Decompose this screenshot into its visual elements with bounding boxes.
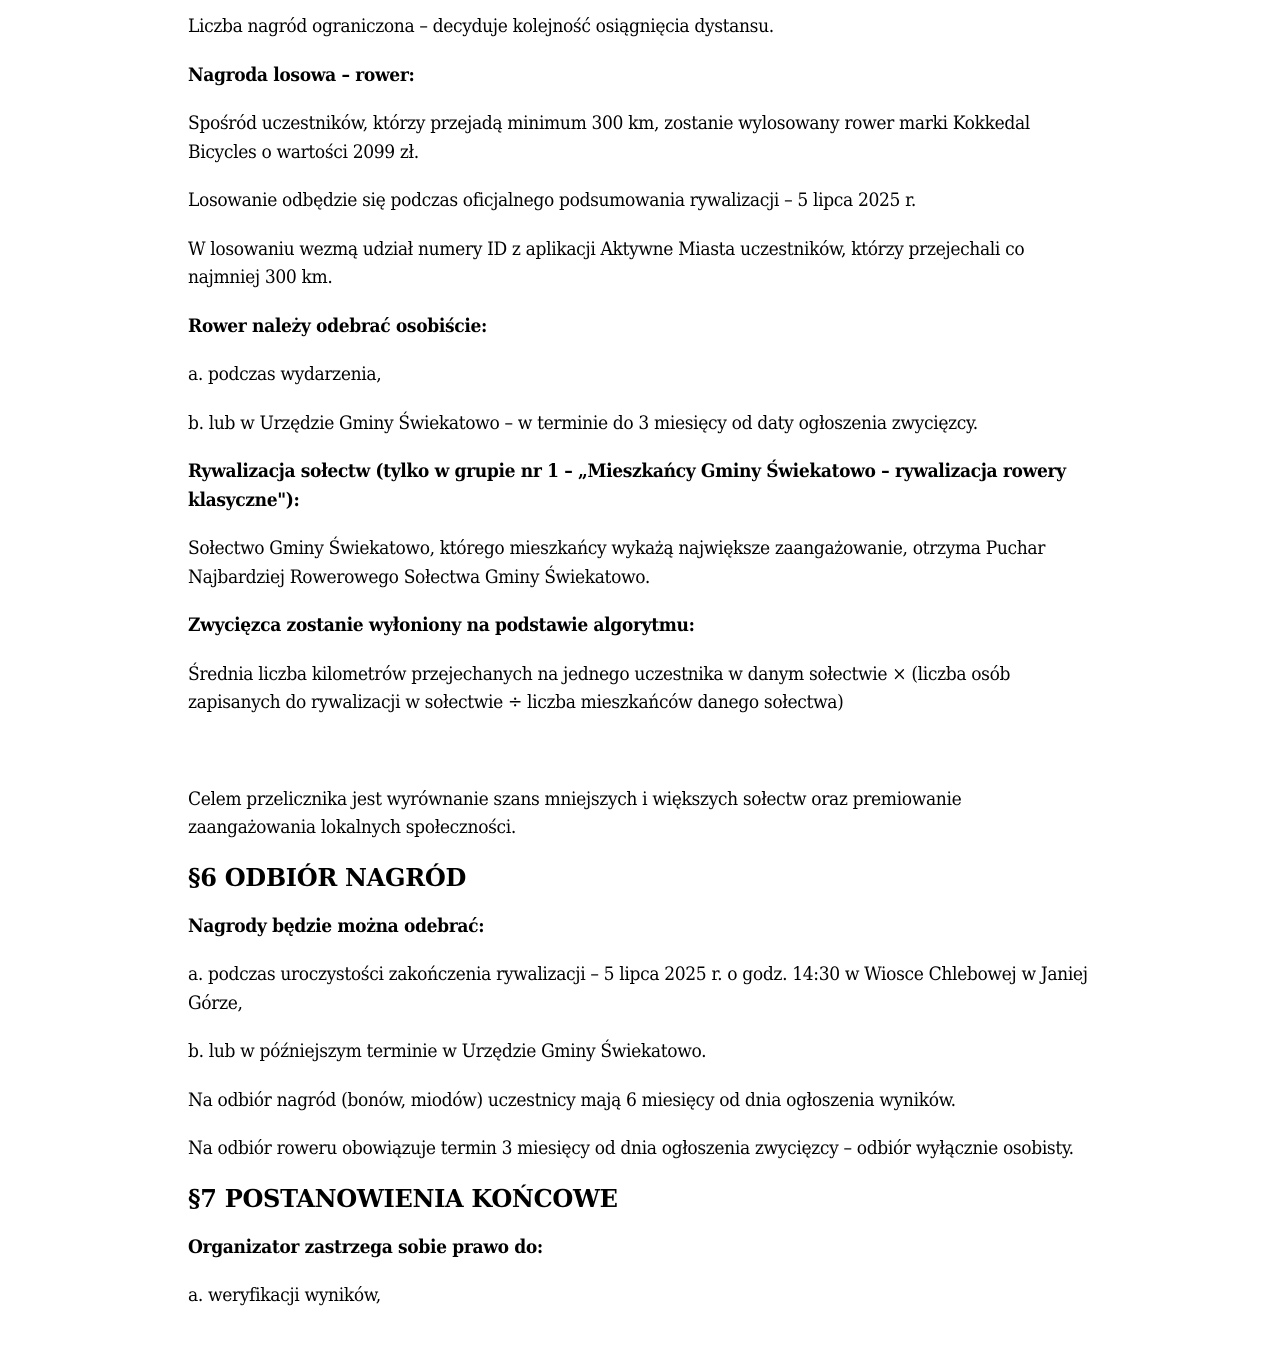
paragraph: W losowaniu wezmą udział numery ID z aplikacji Aktywne Miasta uczestników, którzy przejechali co najmniej 300 km. [188,237,1025,288]
list-item: a. weryfikacji wyników, [188,1284,381,1306]
subheading-random-prize: Nagroda losowa – rower: [188,63,415,86]
section-heading: §6 ODBIÓR NAGRÓD [188,862,466,892]
paragraph: Na odbiór roweru obowiązuje termin 3 miesięcy od dnia ogłoszenia zwycięzcy – odbiór wyłącznie osobisty. [188,1137,1074,1159]
paragraph: Losowanie odbędzie się podczas oficjalnego podsumowania rywalizacji – 5 lipca 2025 r. [188,189,916,211]
blank-line [188,737,1088,785]
list-item: b. lub w późniejszym terminie w Urzędzie Gminy Świekatowo. [188,1040,707,1062]
paragraph: Na odbiór nagród (bonów, miodów) uczestnicy mają 6 miesięcy od dnia ogłoszenia wyników. [188,1088,956,1111]
paragraph: Spośród uczestników, którzy przejadą minimum 300 km, zostanie wylosowany rower marki Kokkedal Bicycles o wartości 2099 zł. [188,112,1030,163]
subheading-organizer-rights: Organizator zastrzega sobie prawo do: [188,1235,543,1258]
subheading-village-rivalry: Rywalizacja sołectw (tylko w grupie nr 1 – „Mieszkańcy Gminy Świekatowo – rywalizacja rowery klasyczne"): [188,460,1066,511]
section-heading: §7 POSTANOWIENIA KOŃCOWE [188,1183,618,1213]
prizes-section [188,12,1088,842]
section-7 [188,1183,1088,1310]
paragraph: Liczba nagród ograniczona – decyduje kolejność osiągnięcia dystansu. [188,15,774,37]
list-item: a. podczas wydarzenia, [188,363,382,385]
subheading-pickup: Nagrody będzie można odebrać: [188,914,485,937]
section-6 [188,862,1088,1163]
subheading-bike-pickup: Rower należy odebrać osobiście: [188,314,487,337]
paragraph: Celem przelicznika jest wyrównanie szans mniejszych i większych sołectw oraz premiowanie zaangażowania lokalnych społeczności. [188,787,962,838]
paragraph: Sołectwo Gminy Świekatowo, którego mieszkańcy wykażą największe zaangażowanie, otrzyma Puchar Najbardziej Rowerowego Sołectwa Gminy Świekatowo. [188,537,1046,588]
subheading-algorithm: Zwycięzca zostanie wyłoniony na podstawie algorytmu: [188,614,695,636]
document-page [188,12,1088,1330]
formula-paragraph: Średnia liczba kilometrów przejechanych na jednego uczestnika w danym sołectwie × (liczba osób zapisanych do rywalizacji w sołectwie ÷ liczba mieszkańców danego sołectwa) [188,662,1011,713]
list-item: a. podczas uroczystości zakończenia rywalizacji – 5 lipca 2025 r. o godz. 14:30 w Wiosce Chlebowej w Janiej Górze, [188,963,1088,1014]
list-item: b. lub w Urzędzie Gminy Świekatowo – w terminie do 3 miesięcy od daty ogłoszenia zwycięzcy. [188,411,978,434]
